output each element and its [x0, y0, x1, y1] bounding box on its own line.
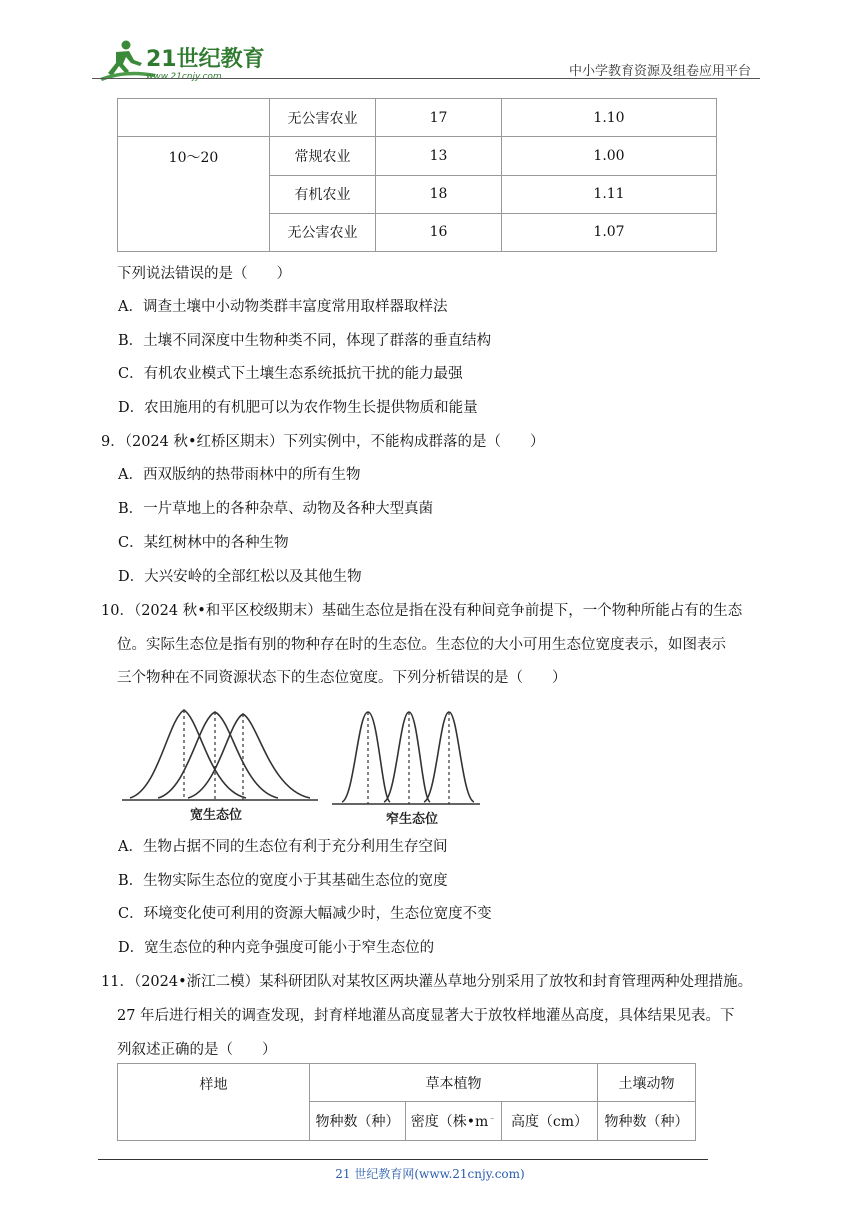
q8-option-d[interactable]: D．农田施用的有机肥可以为农作物生长提供物质和能量 [118, 400, 478, 416]
svg-text:www.21cnjy.com: www.21cnjy.com [146, 72, 222, 82]
table-cell: 无公害农业 [270, 213, 376, 251]
header-platform-text: 中小学教育资源及组卷应用平台 [569, 64, 752, 79]
plot-survey-table [117, 1063, 696, 1141]
q9-option-c[interactable]: C．某红树林中的各种生物 [118, 535, 289, 551]
question-11-stem-line2: 27 年后进行相关的调查发现，封育样地灌丛高度显著大于放牧样地灌丛高度，具体结果见表。下 [117, 1008, 735, 1024]
narrow-niche-label: 窄生态位 [386, 812, 439, 827]
question-10-stem-line2: 位。实际生态位是指有别的物种存在时的生态位。生态位的大小可用生态位宽度表示，如图表示 [117, 637, 726, 653]
header-herb: 草本植物 [310, 1064, 598, 1102]
q10-option-b[interactable]: B．生物实际生态位的宽度小于其基础生态位的宽度 [118, 873, 448, 889]
question-9-stem: 9．（2024 秋•红桥区期末）下列实例中，不能构成群落的是（ ） [101, 434, 545, 450]
niche-width-figure [118, 690, 480, 830]
question-8-stem: 下列说法错误的是（ ） [117, 266, 291, 282]
site-logo [96, 36, 266, 82]
question-10-stem-line3: 三个物种在不同资源状态下的生态位宽度。下列分析错误的是（ ） [117, 670, 567, 686]
question-10-stem-line1: 10．（2024 秋•和平区校级期末）基础生态位是指在没有种间竞争前提下，一个物种所能占有的生态 [101, 603, 743, 619]
wide-curve-2 [158, 712, 278, 798]
footer-divider [98, 1159, 708, 1160]
table-cell: 1.10 [502, 99, 717, 137]
q10-option-a[interactable]: A．生物占据不同的生态位有利于充分利用生存空间 [118, 839, 448, 855]
subheader-soil-species: 物种数（种） [598, 1102, 696, 1141]
question-11-stem-line3: 列叙述正确的是（ ） [117, 1042, 277, 1058]
table-cell: 17 [376, 99, 502, 137]
depth-cell: 10～20 [118, 137, 270, 252]
wide-curve-3 [188, 714, 310, 798]
header-site: 样地 [118, 1064, 310, 1141]
table-cell: 无公害农业 [270, 99, 376, 137]
q9-option-b[interactable]: B．一片草地上的各种杂草、动物及各种大型真菌 [118, 501, 434, 517]
table-cell: 1.07 [502, 213, 717, 251]
wide-curve-1 [130, 710, 246, 798]
q9-option-a[interactable]: A．西双版纳的热带雨林中的所有生物 [118, 467, 361, 483]
narrow-curve-2 [384, 712, 430, 802]
q10-option-c[interactable]: C．环境变化使可利用的资源大幅减少时，生态位宽度不变 [118, 906, 492, 922]
subheader-height: 高度（cm） [502, 1102, 598, 1141]
subheader-species: 物种数（种） [310, 1102, 406, 1141]
q8-option-c[interactable]: C．有机农业模式下土壤生态系统抵抗干扰的能力最强 [118, 366, 463, 382]
table-header-row [118, 1064, 696, 1102]
soil-data-table [117, 98, 717, 252]
table-row [118, 137, 717, 175]
q8-option-b[interactable]: B．土壤不同深度中生物种类不同，体现了群落的垂直结构 [118, 333, 492, 349]
table-cell: 18 [376, 175, 502, 213]
q10-option-d[interactable]: D．宽生态位的种内竞争强度可能小于窄生态位的 [118, 940, 435, 956]
header-soil: 土壤动物 [598, 1064, 696, 1102]
q9-option-d[interactable]: D．大兴安岭的全部红松以及其他生物 [118, 569, 362, 585]
table-cell: 有机农业 [270, 175, 376, 213]
header-divider [92, 78, 760, 79]
footer-text[interactable]: 21 世纪教育网(www.21cnjy.com) [335, 1167, 525, 1181]
table-cell: 常规农业 [270, 137, 376, 175]
table-cell: 16 [376, 213, 502, 251]
q8-option-a[interactable]: A．调查土壤中小动物类群丰富度常用取样器取样法 [118, 299, 448, 315]
wide-niche-label: 宽生态位 [190, 808, 243, 823]
table-cell: 1.11 [502, 175, 717, 213]
table-row [118, 99, 717, 137]
subheader-density: 密度（株•m﹣ [406, 1102, 502, 1141]
table-cell: 1.00 [502, 137, 717, 175]
narrow-curve-1 [342, 712, 390, 802]
table-cell [118, 99, 270, 137]
table-cell: 13 [376, 137, 502, 175]
question-11-stem-line1: 11．（2024•浙江二模）某科研团队对某牧区两块灌丛草地分别采用了放牧和封育管理两种处理措施。 [101, 974, 753, 990]
svg-text:21世纪教育: 21世纪教育 [146, 47, 265, 72]
